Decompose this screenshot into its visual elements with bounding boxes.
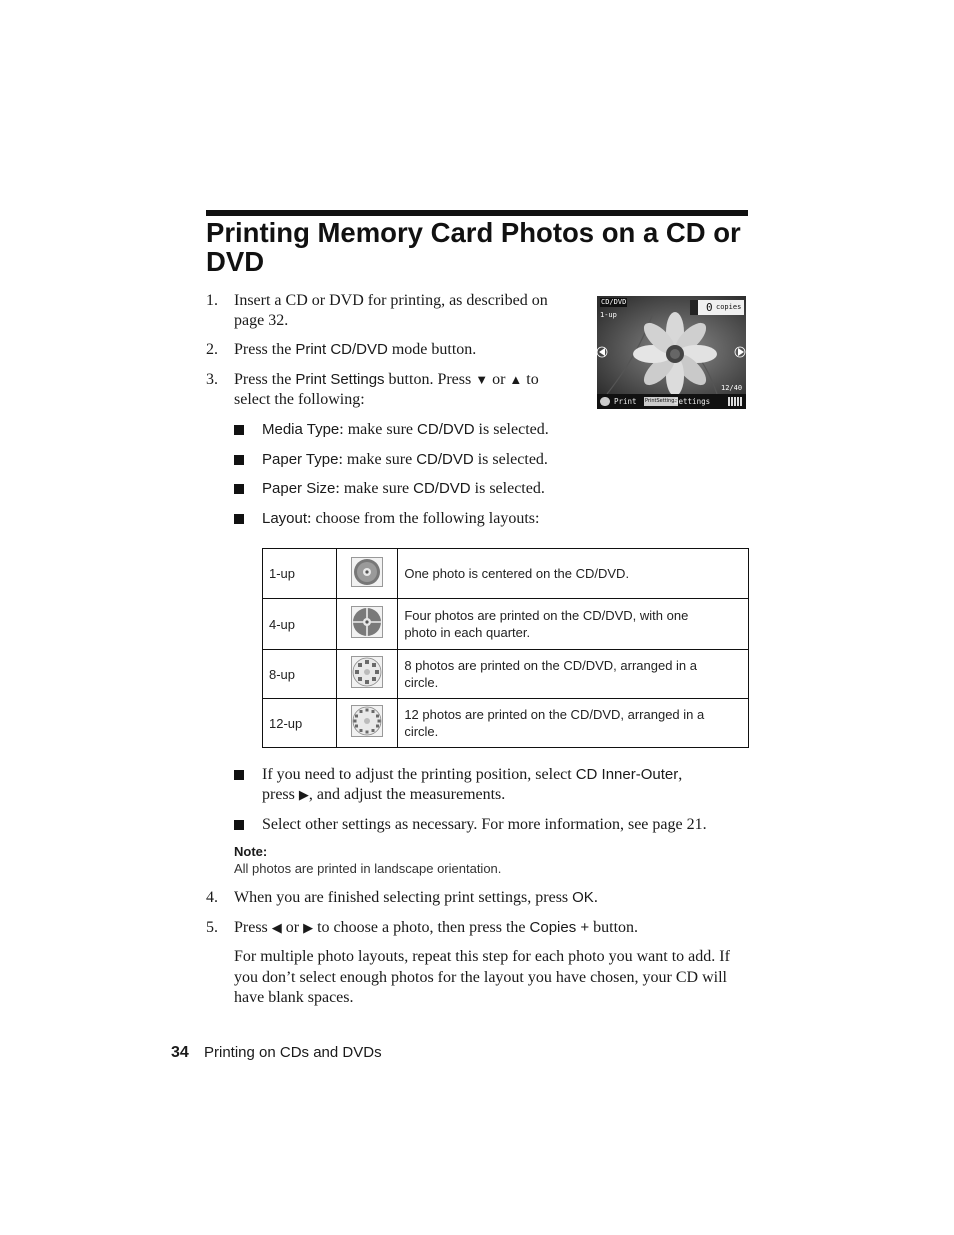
media-type-pre: : make sure	[339, 421, 418, 438]
down-arrow-icon: ▼	[475, 372, 489, 387]
step-3-pre: Press the	[234, 371, 296, 388]
layout-description-line-1: One photo is centered on the CD/DVD.	[404, 566, 630, 581]
bullet-icon	[234, 514, 244, 524]
step-3-post: to	[522, 371, 539, 388]
step-5-text	[234, 918, 638, 938]
print-settings-label: Print Settings	[295, 371, 385, 388]
layout-description	[398, 699, 749, 748]
page-title: Printing Memory Card Photos on a CD or DVD	[206, 217, 741, 277]
media-type-label: Media Type	[262, 421, 340, 438]
layout-name: 8-up	[263, 650, 337, 699]
step-2-text	[234, 340, 476, 360]
other-settings-text: Select other settings as necessary. For more information, see page 21.	[262, 816, 707, 833]
layout-description-line-1: 8 photos are printed on the CD/DVD, arranged in a	[404, 658, 697, 673]
cd-1up-icon	[351, 557, 383, 587]
layout-description-line-2: circle.	[404, 724, 439, 739]
step-1-line-1: Insert a CD or DVD for printing, as described on	[234, 292, 548, 309]
footer-section-title: Printing on CDs and DVDs	[204, 1044, 382, 1061]
layout-table	[262, 548, 749, 748]
step-4-number: 4.	[206, 889, 218, 906]
inner-outer-pre: If you need to adjust the printing position, select	[262, 766, 576, 783]
bullet-icon	[234, 484, 244, 494]
left-arrow-icon: ◀	[271, 920, 282, 935]
layout-name: 1-up	[263, 549, 337, 599]
lcd-copies-label: copies	[716, 303, 742, 311]
step-5-mid: to choose a photo, then press the	[313, 919, 530, 936]
layout-description-line-1: 12 photos are printed on the CD/DVD, arranged in a	[404, 707, 705, 722]
cd-12up-icon	[351, 705, 383, 737]
inner-outer-line-2-pre: press	[262, 786, 299, 803]
copies-plus-label: Copies +	[529, 919, 590, 936]
step-5-para-line-3: have blank spaces.	[234, 989, 354, 1006]
setting-layout	[262, 509, 539, 529]
table-row	[263, 599, 749, 650]
ok-label: OK	[572, 889, 594, 906]
paper-type-value: CD/DVD	[416, 451, 474, 468]
bullet-icon	[234, 770, 244, 780]
step-3-line-2: select the following:	[234, 391, 365, 408]
lcd-layout-label: 1-up	[600, 311, 617, 319]
lcd-print-settings-button: PrintSettings	[645, 398, 678, 404]
step-2-post: mode button.	[387, 341, 477, 358]
layout-description-line-1: Four photos are printed on the CD/DVD, with one	[404, 608, 689, 623]
step-3-mid: button. Press	[384, 371, 476, 388]
lcd-ink-level-icon	[728, 397, 743, 406]
layout-post: : choose from the following layouts:	[307, 510, 540, 527]
step-4-pre: When you are finished selecting print settings, press	[234, 889, 573, 906]
layout-description-line-2: photo in each quarter.	[404, 625, 531, 640]
step-4-text	[234, 888, 598, 908]
inner-outer-line-2-post: , and adjust the measurements.	[308, 786, 506, 803]
step-3-or: or	[488, 371, 510, 388]
title-rule	[206, 210, 748, 216]
step-5-pre: Press	[234, 919, 272, 936]
table-row	[263, 699, 749, 748]
paper-size-value: CD/DVD	[413, 480, 471, 497]
layout-name: 4-up	[263, 599, 337, 650]
layout-icon-cell	[336, 599, 398, 650]
setting-paper-type	[262, 450, 548, 470]
lcd-mode-label: CD/DVD	[601, 298, 627, 306]
cd-8up-icon	[351, 656, 383, 688]
paper-size-pre: : make sure	[335, 480, 414, 497]
right-arrow-icon: ▶	[298, 787, 309, 802]
bullet-icon	[234, 820, 244, 830]
note-body: All photos are printed in landscape orientation.	[234, 861, 502, 876]
step-5-number: 5.	[206, 919, 218, 936]
layout-label: Layout	[262, 510, 308, 527]
layout-description	[398, 650, 749, 699]
step-5-post: button.	[589, 919, 639, 936]
step-3-line-1	[234, 370, 539, 390]
step-2-pre: Press the	[234, 341, 296, 358]
lcd-copies-number: 0	[706, 301, 713, 314]
table-row	[263, 650, 749, 699]
inner-outer-line-2	[262, 785, 505, 805]
setting-paper-size	[262, 479, 545, 499]
paper-type-label: Paper Type	[262, 451, 339, 468]
lcd-settings-label: Settings	[674, 397, 711, 406]
bullet-icon	[234, 425, 244, 435]
step-2-number: 2.	[206, 341, 218, 358]
setting-media-type	[262, 420, 549, 440]
layout-description-line-2: circle.	[404, 675, 439, 690]
note-heading: Note:	[234, 844, 268, 859]
step-5-or: or	[281, 919, 304, 936]
layout-description	[398, 599, 749, 650]
layout-description	[398, 549, 749, 599]
layout-icon-cell	[336, 699, 398, 748]
paper-size-post: is selected.	[470, 480, 545, 497]
up-arrow-icon: ▲	[509, 372, 523, 387]
lcd-button-bar	[597, 394, 746, 409]
media-type-value: CD/DVD	[417, 421, 475, 438]
lcd-photo-counter: 12/40	[721, 384, 743, 392]
paper-type-pre: : make sure	[338, 451, 417, 468]
step-5-para-line-1: For multiple photo layouts, repeat this step for each photo you want to add. If	[234, 948, 730, 965]
layout-name: 12-up	[263, 699, 337, 748]
step-4-post: .	[593, 889, 598, 906]
step-1-number: 1.	[206, 292, 218, 309]
step-1-line-2: page 32.	[234, 312, 289, 329]
inner-outer-post: ,	[678, 766, 683, 783]
cd-inner-outer-label: CD Inner-Outer	[575, 766, 679, 783]
step-5-para-line-2: you don’t select enough photos for the layout you have chosen, your CD will	[234, 969, 727, 986]
print-cd-dvd-mode-label: Print CD/DVD	[295, 341, 388, 358]
paper-type-post: is selected.	[473, 451, 548, 468]
paper-size-label: Paper Size	[262, 480, 336, 497]
inner-outer-line-1	[262, 765, 682, 785]
layout-icon-cell	[336, 549, 398, 599]
layout-icon-cell	[336, 650, 398, 699]
lcd-print-label: Print	[614, 397, 637, 406]
bullet-icon	[234, 455, 244, 465]
media-type-post: is selected.	[474, 421, 549, 438]
lcd-screenshot	[597, 296, 746, 409]
right-arrow-icon: ▶	[303, 920, 314, 935]
page-number: 34	[171, 1044, 189, 1061]
lcd-start-icon	[600, 397, 610, 406]
cd-4up-icon	[351, 606, 383, 638]
table-row	[263, 549, 749, 599]
step-3-number: 3.	[206, 371, 218, 388]
